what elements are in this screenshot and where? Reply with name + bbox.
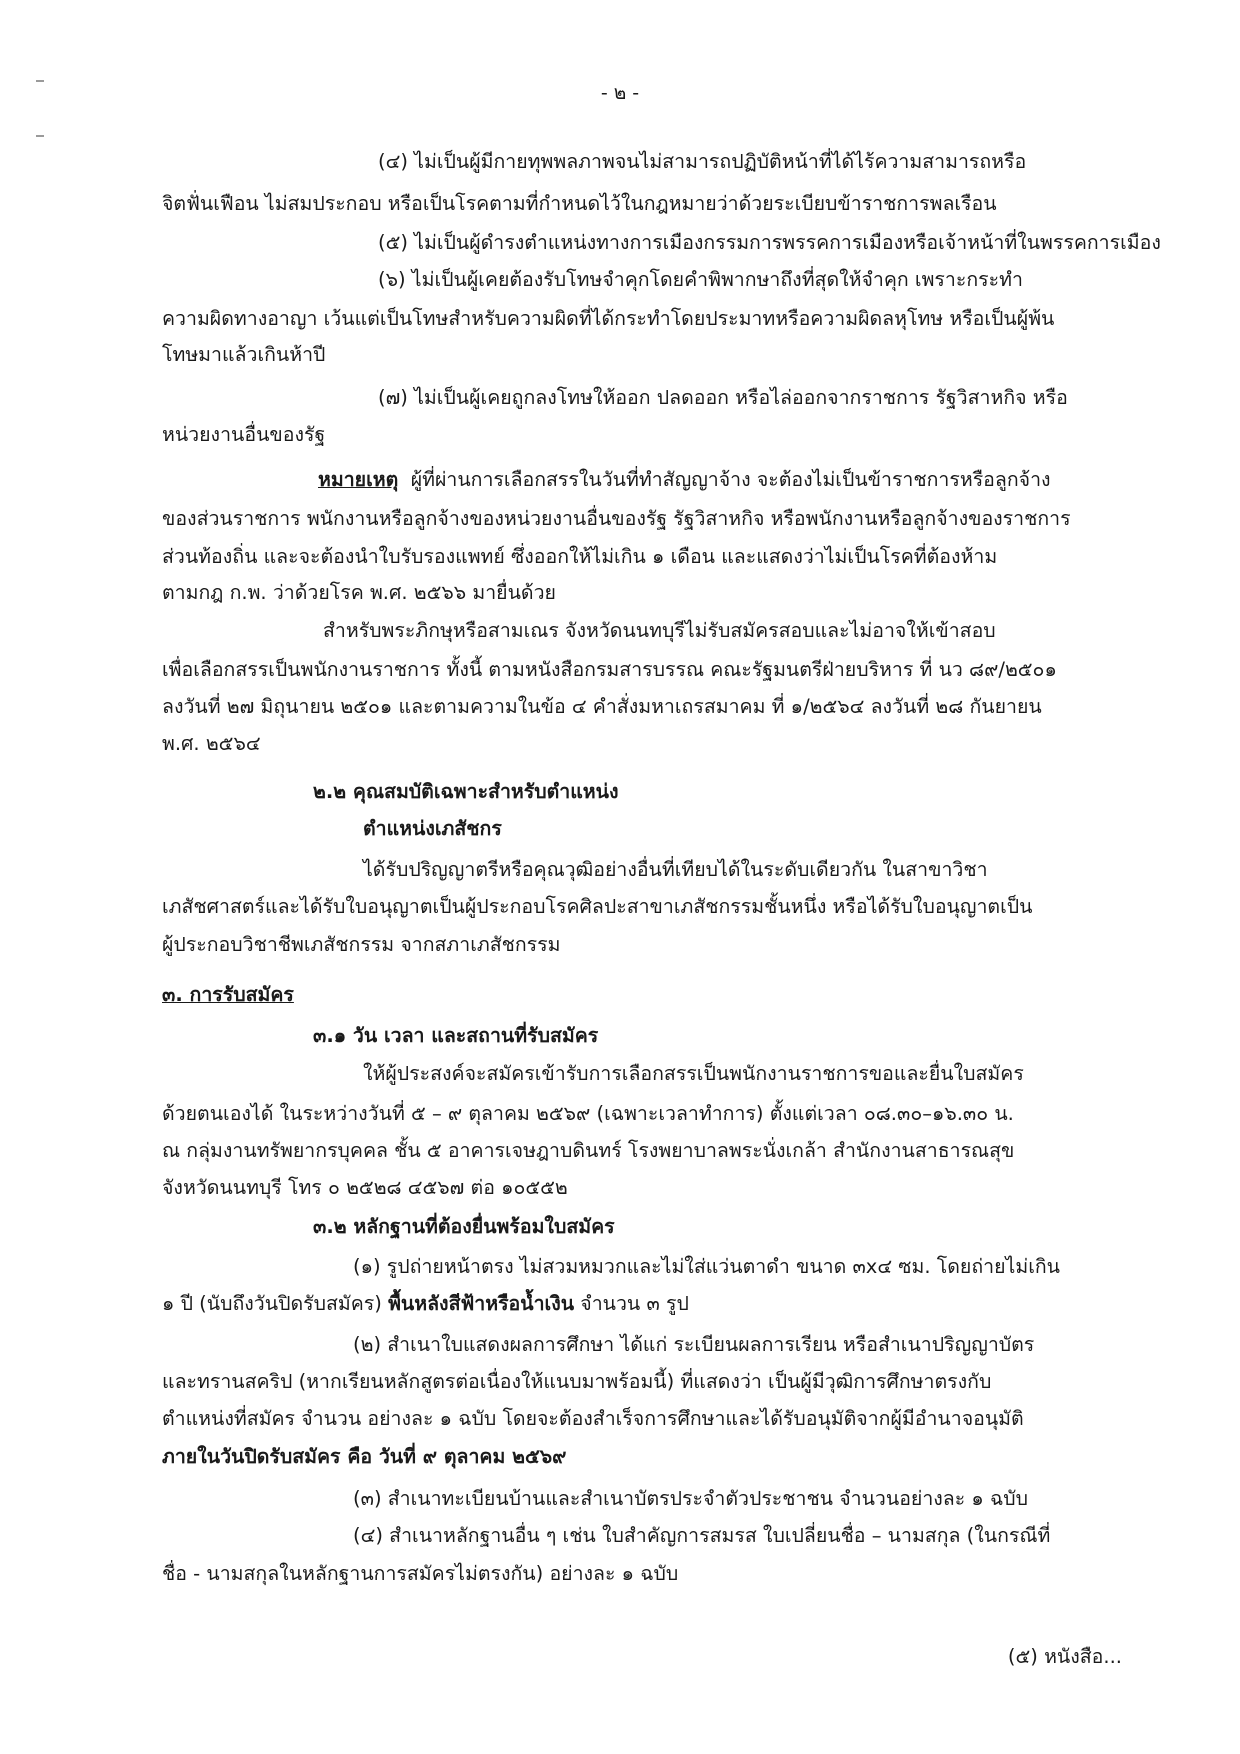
note-label: หมายเหตุ <box>318 468 399 491</box>
paragraph-line: ลงวันที่ ๒๗ มิถุนายน ๒๕๐๑ และตามความในข้อ ๔ คำสั่งมหาเถรสมาคม ที่ ๑/๒๕๖๔ ลงวันที่ ๒๘ กันยายน <box>162 695 1042 718</box>
text-segment: จำนวน ๓ รูป <box>580 1292 689 1315</box>
paragraph-line: จังหวัดนนทบุรี โทร ๐ ๒๕๒๘ ๔๕๖๗ ต่อ ๑๐๕๕๒ <box>162 1176 568 1199</box>
paragraph-line: และทรานสคริป (หากเรียนหลักสูตรต่อเนื่องให้แนบมาพร้อมนี้) ที่แสดงว่า เป็นผู้มีวุฒิการศึกษาตรงกับ <box>162 1370 992 1393</box>
paragraph-line: สำหรับพระภิกษุหรือสามเณร จังหวัดนนทบุรีไม่รับสมัครสอบและไม่อาจให้เข้าสอบ <box>323 619 996 642</box>
scan-mark <box>36 135 44 137</box>
paragraph-line: ให้ผู้ประสงค์จะสมัครเข้ารับการเลือกสรรเป็นพนักงานราชการขอและยื่นใบสมัคร <box>363 1062 1024 1085</box>
paragraph-line: ด้วยตนเองได้ ในระหว่างวันที่ ๕ – ๙ ตุลาคม ๒๕๖๙ (เฉพาะเวลาทำการ) ตั้งแต่เวลา ๐๘.๓๐–๑๖.๓๐ น. <box>162 1102 1014 1125</box>
paragraph-line: พ.ศ. ๒๕๖๔ <box>162 732 261 755</box>
paragraph-line: ชื่อ - นามสกุลในหลักฐานการสมัครไม่ตรงกัน) อย่างละ ๑ ฉบับ <box>162 1562 679 1585</box>
paragraph-line: จิตฟั่นเฟือน ไม่สมประกอบ หรือเป็นโรคตามที่กำหนดไว้ในกฎหมายว่าด้วยระเบียบข้าราชการพลเรือน <box>162 192 997 215</box>
paragraph-line: ความผิดทางอาญา เว้นแต่เป็นโทษสำหรับความผิดที่ได้กระทำโดยประมาทหรือความผิดลหุโทษ หรือเป็นผู้พ้น <box>162 307 1055 330</box>
paragraph-line: โทษมาแล้วเกินห้าปี <box>162 343 326 366</box>
paragraph-line: (๔) ไม่เป็นผู้มีกายทุพพลภาพจนไม่สามารถปฏิบัติหน้าที่ได้ไร้ความสามารถหรือ <box>378 150 1027 173</box>
paragraph-line: (๑) รูปถ่ายหน้าตรง ไม่สวมหมวกและไม่ใส่แว่นตาดำ ขนาด ๓x๔ ซม. โดยถ่ายไม่เกิน <box>353 1255 1060 1278</box>
bold-text-segment: พื้นหลังสีฟ้าหรือน้ำเงิน <box>388 1292 575 1315</box>
page-number: - ๒ - <box>600 82 640 104</box>
paragraph-line: ณ กลุ่มงานทรัพยากรบุคคล ชั้น ๕ อาคารเจษฎาบดินทร์ โรงพยาบาลพระนั่งเกล้า สำนักงานสาธารณสุข <box>162 1139 1015 1162</box>
paragraph-line <box>162 1290 689 1318</box>
continuation-note: (๕) หนังสือ... <box>1007 1645 1122 1668</box>
paragraph-line: ตามกฎ ก.พ. ว่าด้วยโรค พ.ศ. ๒๕๖๖ มายื่นด้วย <box>162 581 556 604</box>
paragraph-line: ส่วนท้องถิ่น และจะต้องนำใบรับรองแพทย์ ซึ่งออกให้ไม่เกิน ๑ เดือน และแสดงว่าไม่เป็นโรคที่ต้องห้าม <box>162 545 998 568</box>
text-segment: ๑ ปี (นับถึงวันปิดรับสมัคร) <box>162 1292 382 1315</box>
note-line <box>318 466 1051 494</box>
paragraph-line: (๔) สำเนาหลักฐานอื่น ๆ เช่น ใบสำคัญการสมรส ใบเปลี่ยนชื่อ – นามสกุล (ในกรณีที่ <box>353 1524 1051 1547</box>
subsection-heading: ๓.๒ หลักฐานที่ต้องยื่นพร้อมใบสมัคร <box>313 1215 615 1238</box>
paragraph-line: (๖) ไม่เป็นผู้เคยต้องรับโทษจำคุกโดยคำพิพากษาถึงที่สุดให้จำคุก เพราะกระทำ <box>378 268 1023 291</box>
position-title: ตำแหน่งเภสัชกร <box>363 817 502 840</box>
paragraph-line: เภสัชศาสตร์และได้รับใบอนุญาตเป็นผู้ประกอบโรคศิลปะสาขาเภสัชกรรมชั้นหนึ่ง หรือได้รับใบอนุญาตเป็น <box>162 895 1033 918</box>
paragraph-line: (๓) สำเนาทะเบียนบ้านและสำเนาบัตรประจำตัวประชาชน จำนวนอย่างละ ๑ ฉบับ <box>353 1487 1029 1510</box>
paragraph-line: ตำแหน่งที่สมัคร จำนวน อย่างละ ๑ ฉบับ โดยจะต้องสำเร็จการศึกษาและได้รับอนุมัติจากผู้มีอำนาจอนุมัติ <box>162 1407 1024 1430</box>
section-heading: ๒.๒ คุณสมบัติเฉพาะสำหรับตำแหน่ง <box>313 780 619 803</box>
paragraph-line: ของส่วนราชการ พนักงานหรือลูกจ้างของหน่วยงานอื่นของรัฐ รัฐวิสาหกิจ หรือพนักงานหรือลูกจ้างของราชการ <box>162 507 1071 530</box>
paragraph-line: ได้รับปริญญาตรีหรือคุณวุฒิอย่างอื่นที่เทียบได้ในระดับเดียวกัน ในสาขาวิชา <box>363 858 988 881</box>
paragraph-line: ภายในวันปิดรับสมัคร คือ วันที่ ๙ ตุลาคม ๒๕๖๙ <box>162 1445 567 1468</box>
paragraph-line: (๒) สำเนาใบแสดงผลการศึกษา ได้แก่ ระเบียนผลการเรียน หรือสำเนาปริญญาบัตร <box>353 1333 1035 1356</box>
paragraph-line: (๕) ไม่เป็นผู้ดำรงตำแหน่งทางการเมืองกรรมการพรรคการเมืองหรือเจ้าหน้าที่ในพรรคการเมือง <box>378 231 1161 254</box>
subsection-heading: ๓.๑ วัน เวลา และสถานที่รับสมัคร <box>313 1024 599 1047</box>
paragraph-line: (๗) ไม่เป็นผู้เคยถูกลงโทษให้ออก ปลดออก หรือไล่ออกจากราชการ รัฐวิสาหกิจ หรือ <box>378 386 1068 409</box>
paragraph-line: เพื่อเลือกสรรเป็นพนักงานราชการ ทั้งนี้ ตามหนังสือกรมสารบรรณ คณะรัฐมนตรีฝ่ายบริหาร ที่ นว ๘๙/๒๕๐๑ <box>162 658 1057 681</box>
section-heading: ๓. การรับสมัคร <box>162 983 294 1006</box>
paragraph-line: หน่วยงานอื่นของรัฐ <box>162 423 326 446</box>
note-text: ผู้ที่ผ่านการเลือกสรรในวันที่ทำสัญญาจ้าง จะต้องไม่เป็นข้าราชการหรือลูกจ้าง <box>410 468 1051 491</box>
paragraph-line: ผู้ประกอบวิชาชีพเภสัชกรรม จากสภาเภสัชกรรม <box>162 933 561 956</box>
